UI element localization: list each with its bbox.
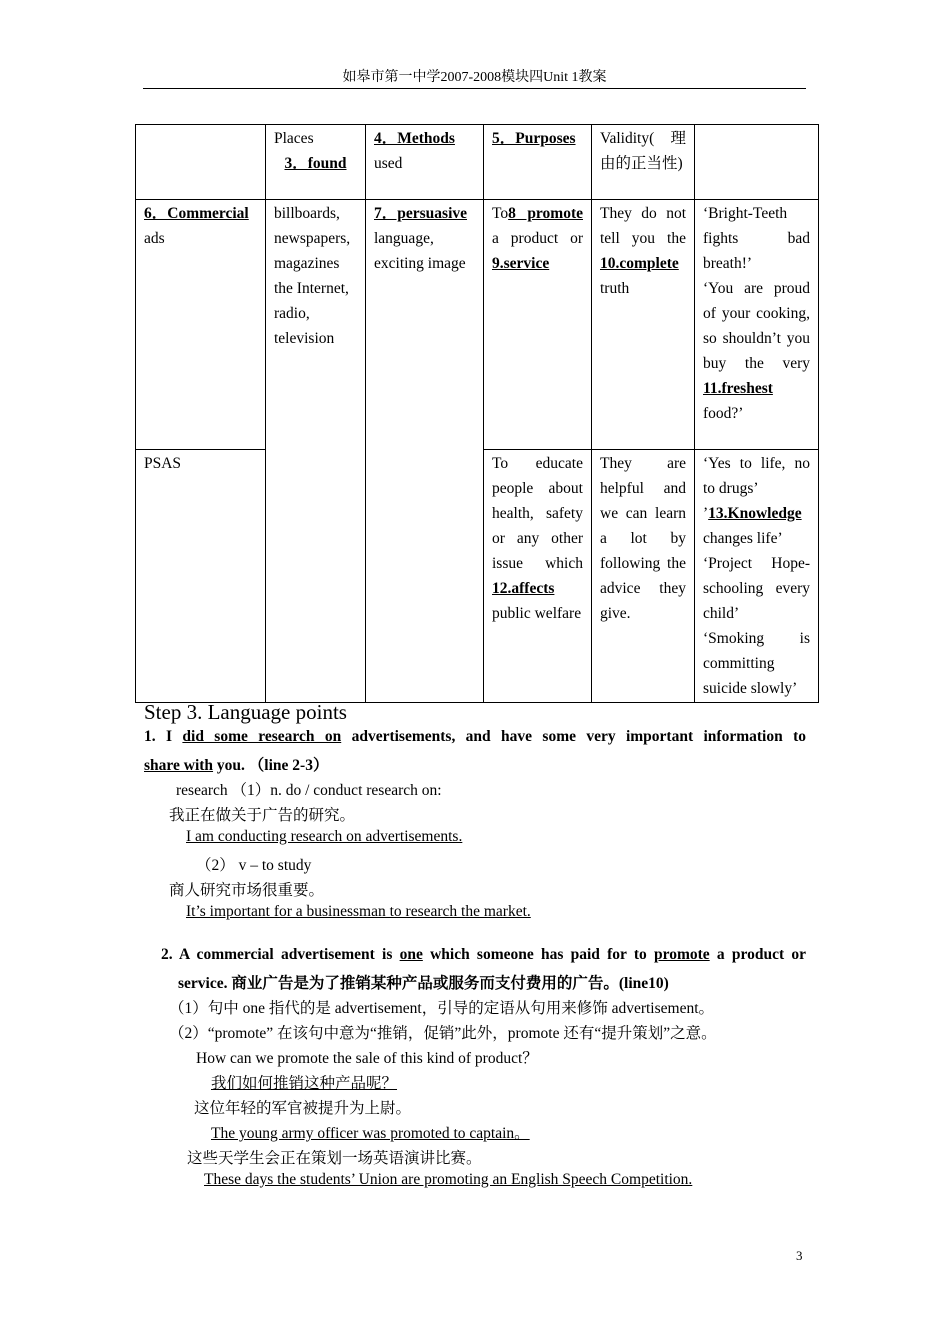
- point1-underline-2: share with: [144, 757, 214, 774]
- point1-post: you. （line 2-3）: [213, 757, 329, 774]
- commercial-example-2-pre: ‘You are proud of your cooking, so shouldn’t you buy the very: [703, 280, 810, 372]
- example-2-en: The young army officer was promoted to captain。: [211, 1125, 530, 1142]
- commercial-type-rest: ads: [144, 230, 165, 247]
- commercial-examples-cell: [695, 200, 819, 450]
- example-blank-11: 11.freshest: [703, 380, 773, 397]
- place-item: magazines: [274, 255, 340, 272]
- point1-sentence-line2: [144, 753, 328, 775]
- point2-sentence: [161, 946, 806, 964]
- example-2-cn: 这位年轻的军官被提升为上尉。: [194, 1100, 412, 1117]
- commercial-type-blank: 6．Commercial: [144, 205, 249, 222]
- methods-cell: [366, 200, 484, 703]
- purpose-mid: a product or: [492, 230, 583, 247]
- page-header: 如皋市第一中学2007-2008模块四Unit 1教案: [143, 66, 806, 89]
- validity-post: truth: [600, 280, 630, 297]
- page-number: 3: [796, 1248, 803, 1263]
- place-item: newspapers,: [274, 230, 351, 247]
- psas-purpose-pre: To educate people about health, safety or any other issue which: [492, 455, 583, 572]
- example-3-en: These days the students’ Union are promoting an English Speech Competition.: [204, 1171, 693, 1188]
- psas-type-cell: [136, 450, 266, 703]
- purpose-blank-8: 8 promote: [508, 205, 583, 222]
- point2-note-1: （1）句中 one 指代的是 advertisement，引导的定语从句用来修饰 advertisement。: [169, 1000, 715, 1017]
- psas-example-2-post: changes life’: [703, 530, 783, 547]
- point2-underline-2: promote: [654, 946, 710, 963]
- methods-label: used: [374, 155, 403, 172]
- psas-validity: They are helpful and we can learn a lot by following the advice they give.: [600, 455, 686, 622]
- point1-underline-1: did some research on: [182, 728, 342, 745]
- header-cell-type: [136, 125, 266, 200]
- step-title: Step 3. Language points: [144, 700, 347, 724]
- point2-mid: which someone has paid for to: [422, 946, 654, 963]
- psas-example-1: ‘Yes to life, no to drugs’: [703, 455, 810, 497]
- psas-example-4: ‘Smoking is committing suicide slowly’: [703, 630, 810, 697]
- places-label: Places: [274, 130, 314, 147]
- place-item: the Internet,: [274, 280, 349, 297]
- place-item: television: [274, 330, 335, 347]
- validity-label: Validity( 理由的正当性): [600, 130, 686, 172]
- validity-pre: They do not tell you the: [600, 205, 686, 247]
- cn-sentence-1: 我正在做关于广告的研究。: [169, 807, 356, 824]
- point1-pre: 1. I: [144, 728, 183, 745]
- point1-mid: advertisements, and have some very important information to: [341, 728, 806, 745]
- methods-rest: language, exciting image: [374, 230, 466, 272]
- example-1-en: How can we promote the sale of this kind of product？: [196, 1050, 538, 1067]
- psas-validity-cell: [592, 450, 695, 703]
- research-noun-note: research （1）n. do / conduct research on:: [176, 782, 442, 799]
- en-sentence-2: It’s important for a businessman to research the market.: [186, 903, 531, 920]
- validity-blank-10: 10.complete: [600, 255, 679, 272]
- point2-note-2: （2）“promote” 在该句中意为“推销，促销”此外，promote 还有“提升策划”之意。: [169, 1025, 717, 1042]
- places-cell: [266, 200, 366, 703]
- psas-example-3: ‘Project Hope-schooling every child’: [703, 555, 810, 622]
- psas-examples-cell: [695, 450, 819, 703]
- header-cell-methods: [366, 125, 484, 200]
- header-cell-examples: [695, 125, 819, 200]
- header-cell-purposes: [484, 125, 592, 200]
- header-cell-places: [266, 125, 366, 200]
- place-item: billboards,: [274, 205, 340, 222]
- commercial-type-cell: [136, 200, 266, 450]
- purposes-blank: 5．Purposes: [492, 130, 576, 147]
- point2-pre: 2. A commercial advertisement is: [161, 946, 400, 963]
- header-cell-validity: [592, 125, 695, 200]
- commercial-purpose-cell: [484, 200, 592, 450]
- example-1-cn: 我们如何推销这种产品呢？: [211, 1075, 398, 1092]
- research-verb-note: （2） v – to study: [196, 857, 312, 874]
- point2-sentence-line2: service. 商业广告是为了推销某种产品或服务而支付费用的广告。(line10): [178, 975, 669, 992]
- methods-blank: 4．Methods: [374, 130, 455, 147]
- psas-purpose-post: public welfare: [492, 605, 582, 622]
- table-header-row: [136, 125, 819, 200]
- psas-example-2-pre: ’: [703, 505, 709, 522]
- purpose-blank-12: 12.affects: [492, 580, 555, 597]
- psas-purpose-cell: [484, 450, 592, 703]
- point1-sentence: [144, 728, 806, 746]
- cn-sentence-2: 商人研究市场很重要。: [169, 882, 325, 899]
- en-sentence-1: I am conducting research on advertisements.: [186, 828, 463, 845]
- places-blank: 3．found: [284, 155, 347, 172]
- example-blank-13: 13.Knowledge: [708, 505, 802, 522]
- example-3-cn: 这些天学生会正在策划一场英语演讲比赛。: [187, 1150, 482, 1167]
- psas-type: PSAS: [144, 455, 182, 472]
- commercial-example-1: ‘Bright-Teeth fights bad breath!’: [703, 205, 810, 272]
- table-row-commercial: [136, 200, 819, 450]
- point2-underline-1: one: [399, 946, 423, 963]
- commercial-example-2-post: food?’: [703, 405, 744, 422]
- place-item: radio,: [274, 305, 310, 322]
- methods-blank-7: 7．persuasive: [374, 205, 468, 222]
- advertisement-table: [135, 124, 819, 703]
- purpose-blank-9: 9.service: [492, 255, 550, 272]
- point2-post: a product or: [709, 946, 806, 963]
- purpose-pre: To: [492, 205, 509, 222]
- commercial-validity-cell: [592, 200, 695, 450]
